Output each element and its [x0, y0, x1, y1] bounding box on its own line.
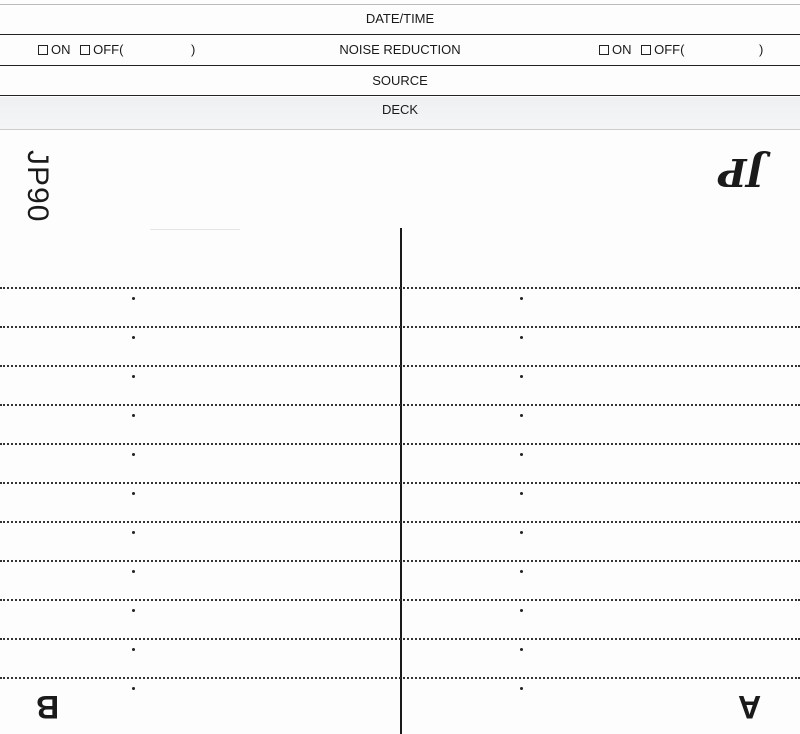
track-line[interactable] — [0, 638, 800, 640]
track-bullet-b — [132, 687, 135, 690]
track-bullet-b — [132, 297, 135, 300]
side-b-label: B — [36, 689, 60, 725]
track-bullet-a — [520, 648, 523, 651]
track-line[interactable] — [0, 287, 800, 289]
track-line[interactable] — [0, 677, 800, 679]
track-bullet-a — [520, 687, 523, 690]
track-bullet-b — [132, 609, 135, 612]
track-line[interactable] — [0, 443, 800, 445]
track-line[interactable] — [0, 404, 800, 406]
off-label-right: OFF( — [654, 42, 685, 57]
track-line[interactable] — [0, 326, 800, 328]
track-line[interactable] — [0, 599, 800, 601]
deck-label: DECK — [381, 102, 419, 117]
track-bullet-a — [520, 414, 523, 417]
track-bullet-b — [132, 531, 135, 534]
noise-reduction-right — [599, 42, 684, 57]
jp-logo: JP — [718, 150, 765, 195]
faint-mark — [150, 229, 240, 230]
track-line[interactable] — [0, 365, 800, 367]
track-line[interactable] — [0, 521, 800, 523]
track-line[interactable] — [0, 482, 800, 484]
model-text: JP90 — [21, 150, 54, 223]
track-bullet-b — [132, 453, 135, 456]
source-label: SOURCE — [372, 73, 428, 88]
paren-close-right: ) — [759, 42, 764, 57]
track-line[interactable] — [0, 560, 800, 562]
checkbox-on-right[interactable] — [599, 45, 609, 55]
track-bullet-b — [132, 492, 135, 495]
track-bullet-a — [520, 492, 523, 495]
track-bullet-b — [132, 648, 135, 651]
rule-2 — [0, 65, 800, 66]
track-bullet-b — [132, 336, 135, 339]
checkbox-off-right[interactable] — [641, 45, 651, 55]
track-bullet-b — [132, 375, 135, 378]
paren-close-left: ) — [191, 42, 196, 57]
top-edge-rule — [0, 4, 800, 5]
noise-reduction-label: NOISE REDUCTION — [339, 42, 461, 57]
track-bullet-a — [520, 570, 523, 573]
rule-1 — [0, 34, 800, 35]
track-bullet-a — [520, 609, 523, 612]
track-bullet-a — [520, 453, 523, 456]
track-bullet-a — [520, 375, 523, 378]
on-label-left: ON — [51, 42, 71, 57]
side-divider — [400, 228, 402, 734]
on-label-right: ON — [612, 42, 632, 57]
rule-4 — [0, 129, 800, 130]
track-bullet-b — [132, 414, 135, 417]
track-bullet-a — [520, 336, 523, 339]
off-label-left: OFF( — [93, 42, 124, 57]
side-a-label: A — [738, 689, 762, 725]
track-bullet-a — [520, 531, 523, 534]
date-time-label: DATE/TIME — [365, 11, 435, 26]
track-bullet-a — [520, 297, 523, 300]
track-bullet-b — [132, 570, 135, 573]
rule-3 — [0, 95, 800, 96]
